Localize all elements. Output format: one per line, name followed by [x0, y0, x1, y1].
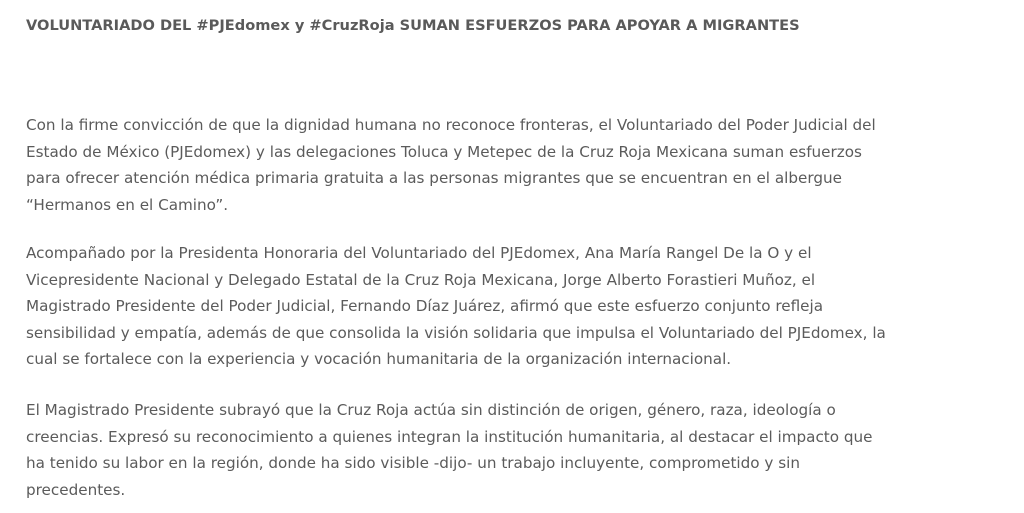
article-title: VOLUNTARIADO DEL #PJEdomex y #CruzRoja SUMAN ESFUERZOS PARA APOYAR A MIGRANTES [26, 17, 800, 34]
paragraph-line: sensibilidad y empatía, además de que consolida la visión solidaria que impulsa el Voluntariado del PJEdomex, la [26, 323, 886, 342]
article-paragraph-2 [26, 240, 961, 373]
article-paragraph-1 [26, 112, 961, 218]
paragraph-line: El Magistrado Presidente subrayó que la Cruz Roja actúa sin distinción de origen, género, raza, ideología o [26, 401, 836, 419]
paragraph-line: Vicepresidente Nacional y Delegado Estatal de la Cruz Roja Mexicana, Jorge Alberto Forastieri Muñoz, el [26, 270, 816, 289]
article-paragraph-3 [26, 397, 961, 503]
paragraph-line: para ofrecer atención médica primaria gratuita a las personas migrantes que se encuentran en el albergue [26, 169, 842, 187]
paragraph-line: creencias. Expresó su reconocimiento a quienes integran la institución humanitaria, al destacar el impacto que [26, 427, 873, 446]
paragraph-line: Acompañado por la Presidenta Honoraria del Voluntariado del PJEdomex, Ana María Rangel De la O y el [26, 244, 812, 262]
paragraph-line: precedentes. [26, 480, 126, 499]
paragraph-line: Con la firme convicción de que la dignidad humana no reconoce fronteras, el Voluntariado del Poder Judicial del [26, 116, 876, 134]
paragraph-line: “Hermanos en el Camino”. [26, 195, 229, 214]
paragraph-line: Estado de México (PJEdomex) y las delegaciones Toluca y Metepec de la Cruz Roja Mexicana suman esfuerzos [26, 142, 862, 161]
paragraph-line: ha tenido su labor en la región, donde ha sido visible -dijo- un trabajo incluyente, comprometido y sin [26, 454, 800, 472]
paragraph-line: Magistrado Presidente del Poder Judicial, Fernando Díaz Juárez, afirmó que este esfuerzo conjunto refleja [26, 297, 824, 315]
paragraph-line: cual se fortalece con la experiencia y vocación humanitaria de la organización internacional. [26, 350, 732, 368]
